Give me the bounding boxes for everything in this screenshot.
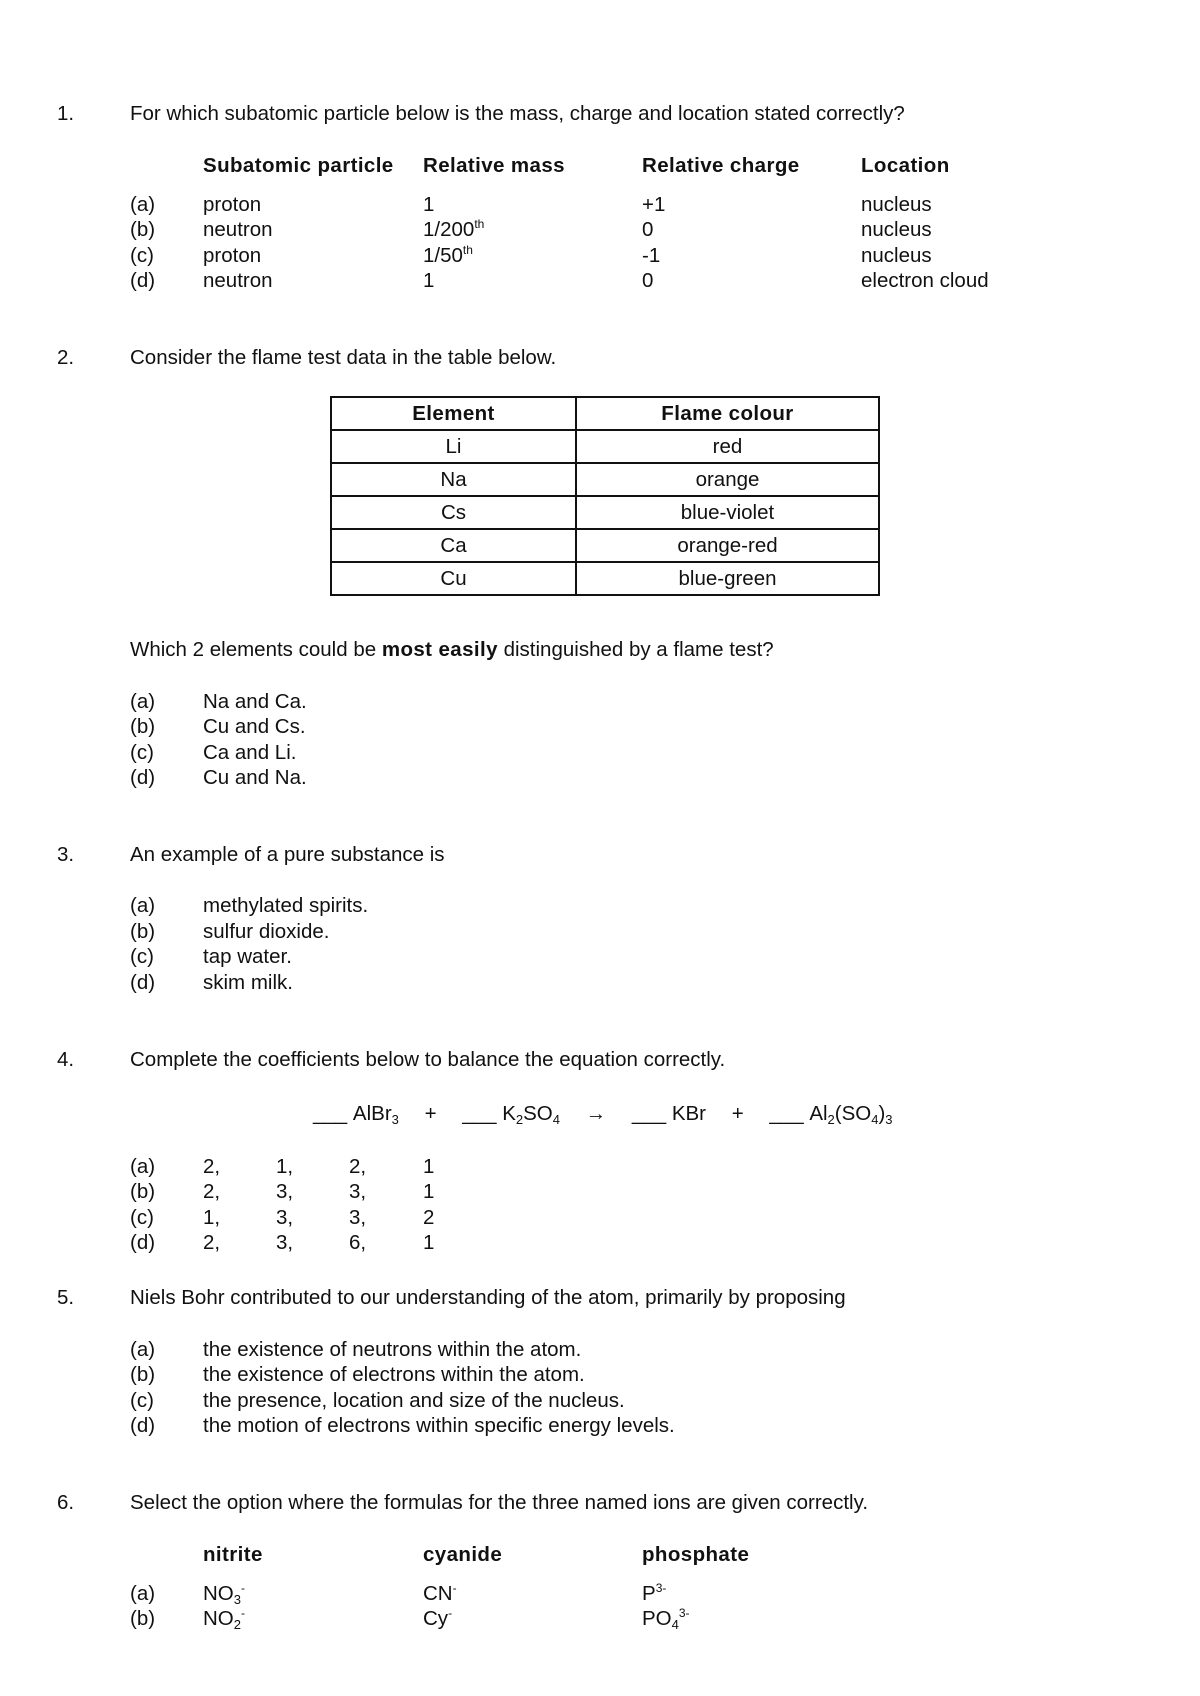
- equation-blank-4: ___: [769, 1102, 804, 1125]
- q2-stem: Consider the flame test data in the table below.: [130, 346, 557, 369]
- q1-option-d-mass: 1: [423, 269, 435, 292]
- q4-option-a-coef-4: 1: [423, 1155, 435, 1178]
- q5-stem: Niels Bohr contributed to our understanding of the atom, primarily by proposing: [130, 1286, 846, 1309]
- q2-question: Which 2 elements could be most easily distinguished by a flame test?: [130, 638, 774, 661]
- q6-option-a-phosphate: $P^{3-}$: [642, 1581, 667, 1605]
- q6-option-b-phosphate: $PO_4^{3-}$: [642, 1606, 690, 1632]
- q3-option-d-text: skim milk.: [203, 971, 293, 994]
- q1-option-b-charge: 0: [642, 218, 654, 241]
- q2-number: 2.: [57, 346, 75, 369]
- q3-option-b-text: sulfur dioxide.: [203, 920, 330, 943]
- q1-option-a-label: (a): [130, 193, 156, 216]
- q5-option-c-label: (c): [130, 1389, 154, 1412]
- q6-option-a-label: (a): [130, 1582, 156, 1605]
- q1-option-c-label: (c): [130, 244, 154, 267]
- q2-question-emphasis: most easily: [381, 638, 498, 661]
- q6-header-cyanide: cyanide: [423, 1543, 503, 1566]
- q5-option-b-label: (b): [130, 1363, 156, 1386]
- q1-number: 1.: [57, 102, 75, 125]
- q5-option-d-text: the motion of electrons within specific energy levels.: [203, 1414, 675, 1437]
- q4-option-c-label: (c): [130, 1206, 154, 1229]
- q4-option-d-coef-3: 6,: [349, 1231, 367, 1254]
- table-row: [331, 562, 879, 595]
- q1-option-b-label: (b): [130, 218, 156, 241]
- q1-option-d-charge: 0: [642, 269, 654, 292]
- equation-term-1: AlBr$_3$: [352, 1102, 399, 1127]
- q2-option-a-text: Na and Ca.: [203, 690, 307, 713]
- q4-number: 4.: [57, 1048, 75, 1071]
- equation-term-3: KBr: [671, 1102, 706, 1125]
- q3-option-c-label: (c): [130, 945, 154, 968]
- q1-header-location: Location: [861, 154, 950, 177]
- q4-option-d-coef-2: 3,: [276, 1231, 294, 1254]
- flame-table-element: Li: [331, 430, 576, 463]
- q1-option-b-location: nucleus: [861, 218, 932, 241]
- table-row: [331, 529, 879, 562]
- table-row: [331, 496, 879, 529]
- flame-table-colour: orange: [576, 463, 879, 496]
- q4-option-a-coef-1: 2,: [203, 1155, 221, 1178]
- q3-option-a-label: (a): [130, 894, 156, 917]
- flame-table-header-colour: Flame colour: [576, 397, 879, 430]
- q4-option-a-coef-2: 1,: [276, 1155, 294, 1178]
- q4-option-b-coef-1: 2,: [203, 1180, 221, 1203]
- q1-header-mass: Relative mass: [423, 154, 565, 177]
- q4-option-b-label: (b): [130, 1180, 156, 1203]
- q2-option-b-label: (b): [130, 715, 156, 738]
- q5-option-d-label: (d): [130, 1414, 156, 1437]
- q4-option-d-coef-4: 1: [423, 1231, 435, 1254]
- q4-option-a-label: (a): [130, 1155, 156, 1178]
- equation-blank-3: ___: [631, 1102, 667, 1125]
- flame-table-colour: orange-red: [576, 529, 879, 562]
- q1-option-b-mass: 1/200th: [423, 217, 485, 241]
- q2-option-c-label: (c): [130, 741, 154, 764]
- balanced-equation: [313, 1104, 893, 1125]
- q1-stem: For which subatomic particle below is the mass, charge and location stated correctly?: [130, 102, 905, 125]
- equation-plus-1: +: [424, 1102, 437, 1125]
- q3-number: 3.: [57, 843, 75, 866]
- table-row: [331, 463, 879, 496]
- q1-option-c-mass: 1/50th: [423, 243, 473, 267]
- q1-header-charge: Relative charge: [642, 154, 800, 177]
- table-row: [331, 430, 879, 463]
- q5-option-a-label: (a): [130, 1338, 156, 1361]
- equation-arrow: →: [585, 1102, 607, 1125]
- q6-option-b-cyanide: Cy-: [423, 1606, 453, 1630]
- q4-option-c-coef-3: 3,: [349, 1206, 367, 1229]
- q6-number: 6.: [57, 1491, 75, 1514]
- flame-table-colour: red: [576, 430, 879, 463]
- flame-test-table: [330, 396, 880, 596]
- q1-option-a-charge: +1: [642, 193, 666, 216]
- flame-table-colour: blue-green: [576, 562, 879, 595]
- flame-table-element: Na: [331, 463, 576, 496]
- q6-option-a-nitrite: $NO_3^-$: [203, 1581, 245, 1607]
- flame-table-element: Cs: [331, 496, 576, 529]
- q1-option-d-particle: neutron: [203, 269, 273, 292]
- q3-option-c-text: tap water.: [203, 945, 292, 968]
- flame-table-colour: blue-violet: [576, 496, 879, 529]
- equation-term-2: $K_2SO_4$: [502, 1102, 560, 1127]
- q6-option-a-cyanide: CN-: [423, 1581, 457, 1605]
- q2-option-c-text: Ca and Li.: [203, 741, 297, 764]
- q1-option-a-location: nucleus: [861, 193, 932, 216]
- q5-number: 5.: [57, 1286, 75, 1309]
- q2-option-b-text: Cu and Cs.: [203, 715, 306, 738]
- q4-option-c-coef-4: 2: [423, 1206, 435, 1229]
- q4-option-c-coef-1: 1,: [203, 1206, 221, 1229]
- q4-option-b-coef-2: 3,: [276, 1180, 294, 1203]
- q6-option-b-label: (b): [130, 1607, 156, 1630]
- q6-stem: Select the option where the formulas for the three named ions are given correctly.: [130, 1491, 869, 1514]
- q4-option-a-coef-3: 2,: [349, 1155, 367, 1178]
- flame-table-header-element: Element: [331, 397, 576, 430]
- equation-blank-1: ___: [313, 1102, 348, 1125]
- flame-table-element: Ca: [331, 529, 576, 562]
- flame-table-element: Cu: [331, 562, 576, 595]
- q3-stem: An example of a pure substance is: [130, 843, 445, 866]
- flame-table-header-row: [331, 397, 879, 430]
- q1-option-d-label: (d): [130, 269, 156, 292]
- q1-option-c-particle: proton: [203, 244, 262, 267]
- q6-option-b-nitrite: $NO_2^-$: [203, 1606, 245, 1632]
- equation-plus-2: +: [731, 1102, 744, 1125]
- q1-option-c-charge: -1: [642, 244, 661, 267]
- equation-term-4: $Al_2(SO_4)_3$: [809, 1102, 893, 1127]
- q5-option-b-text: the existence of electrons within the atom.: [203, 1363, 585, 1386]
- q2-option-a-label: (a): [130, 690, 156, 713]
- q1-option-b-particle: neutron: [203, 218, 273, 241]
- q3-option-b-label: (b): [130, 920, 156, 943]
- q3-option-a-text: methylated spirits.: [203, 894, 369, 917]
- q4-option-d-label: (d): [130, 1231, 156, 1254]
- q1-option-a-particle: proton: [203, 193, 262, 216]
- q6-header-phosphate: phosphate: [642, 1543, 750, 1566]
- q6-header-nitrite: nitrite: [203, 1543, 263, 1566]
- q4-stem: Complete the coefficients below to balance the equation correctly.: [130, 1048, 726, 1071]
- q4-option-c-coef-2: 3,: [276, 1206, 294, 1229]
- q2-option-d-text: Cu and Na.: [203, 766, 307, 789]
- q2-option-d-label: (d): [130, 766, 156, 789]
- q1-option-a-mass: 1: [423, 193, 435, 216]
- q4-option-b-coef-3: 3,: [349, 1180, 367, 1203]
- q4-option-d-coef-1: 2,: [203, 1231, 221, 1254]
- q3-option-d-label: (d): [130, 971, 156, 994]
- q5-option-a-text: the existence of neutrons within the atom.: [203, 1338, 582, 1361]
- q5-option-c-text: the presence, location and size of the nucleus.: [203, 1389, 625, 1412]
- q1-option-c-location: nucleus: [861, 244, 932, 267]
- q1-option-d-location: electron cloud: [861, 269, 989, 292]
- equation-blank-2: ___: [462, 1102, 497, 1125]
- q1-header-particle: Subatomic particle: [203, 154, 394, 177]
- q4-option-b-coef-4: 1: [423, 1180, 435, 1203]
